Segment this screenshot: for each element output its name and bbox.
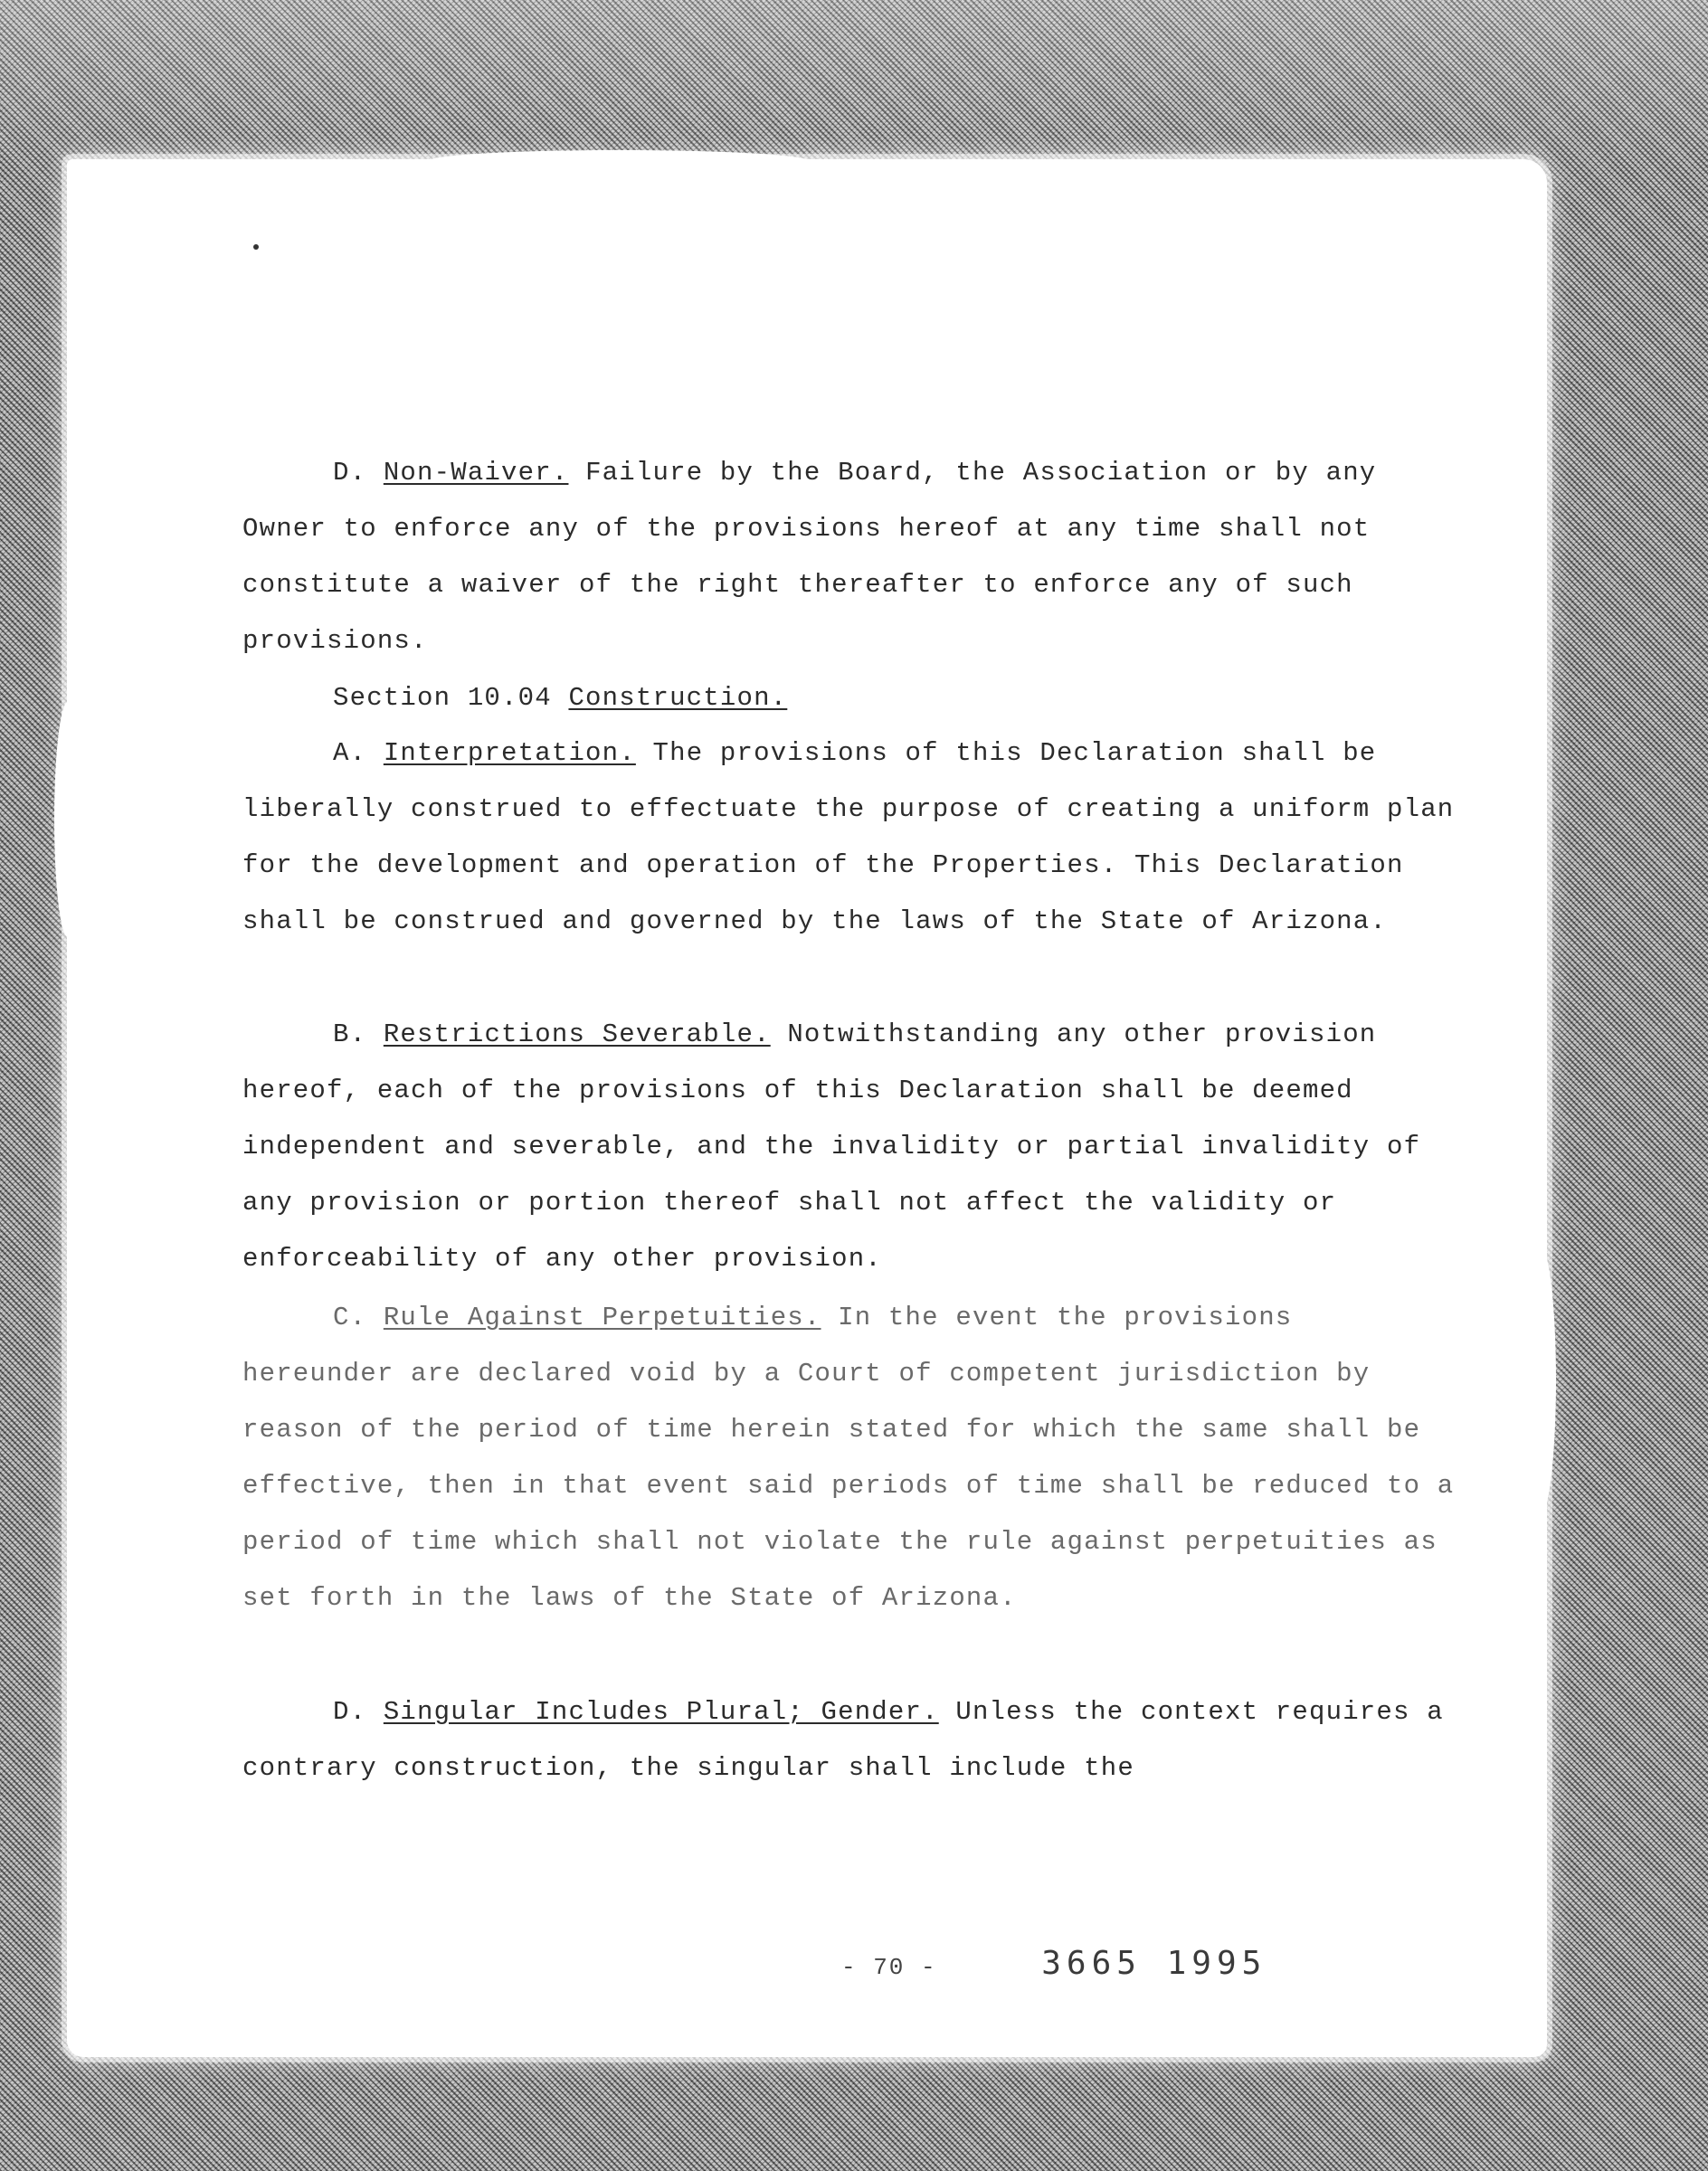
- paragraph-heading: Interpretation.: [383, 738, 636, 768]
- paragraph-label: D.: [333, 458, 367, 488]
- paragraph-text: Failure by the Board, the Association or by any Owner to enforce any of the provisions hereof at any time shall not constitute a waiver of the right thereafter to enforce any of such provisions.: [242, 458, 1377, 656]
- paragraph-singular-includes-plural: [242, 1684, 1455, 1797]
- paragraph-heading: Rule Against Perpetuities.: [383, 1303, 821, 1332]
- paragraph-heading: Non-Waiver.: [383, 458, 569, 488]
- paragraph-interpretation: [242, 725, 1455, 950]
- section-heading: [242, 670, 1455, 726]
- paragraph-heading: Singular Includes Plural; Gender.: [383, 1697, 939, 1727]
- paragraph-rule-against-perpetuities: [242, 1290, 1455, 1626]
- paragraph-label: D.: [333, 1697, 367, 1727]
- scan-speck: [253, 244, 259, 250]
- paragraph-text: In the event the provisions hereunder are declared void by a Court of competent jurisdiction by reason of the period of time herein stated for which the same shall be effective, then in that event said periods of time shall be reduced to a period of time which shall not violate the rule against perpetuities as set forth in the laws of the State of Arizona.: [242, 1303, 1455, 1613]
- paragraph-heading: Restrictions Severable.: [383, 1019, 771, 1049]
- section-title: Construction.: [568, 683, 788, 713]
- paragraph-label: B.: [333, 1019, 367, 1049]
- paragraph-text: Unless the context requires a contrary construction, the singular shall include the: [242, 1697, 1444, 1783]
- paragraph-text: The provisions of this Declaration shall be liberally construed to effectuate the purpose of creating a uniform plan for the development and operation of the Properties. This Declaration shall be construed and governed by the laws of the State of Arizona.: [242, 738, 1455, 936]
- scan-noise-border: [0, 0, 1708, 172]
- paragraph-text: Notwithstanding any other provision hereof, each of the provisions of this Declaration shall be deemed independent and severable, and the invalidity or partial invalidity of any provision or portion thereof shall not affect the validity or enforceability of any other provision.: [242, 1019, 1421, 1274]
- page-number: - 70 -: [841, 1954, 937, 1981]
- paragraph-non-waiver: [242, 445, 1455, 669]
- paragraph-restrictions-severable: [242, 1007, 1455, 1287]
- paragraph-label: A.: [333, 738, 367, 768]
- docket-number: 3665 1995: [1041, 1945, 1267, 1982]
- paragraph-label: C.: [333, 1303, 367, 1332]
- page-footer: [841, 1945, 1267, 1982]
- section-label: Section 10.04: [333, 683, 552, 713]
